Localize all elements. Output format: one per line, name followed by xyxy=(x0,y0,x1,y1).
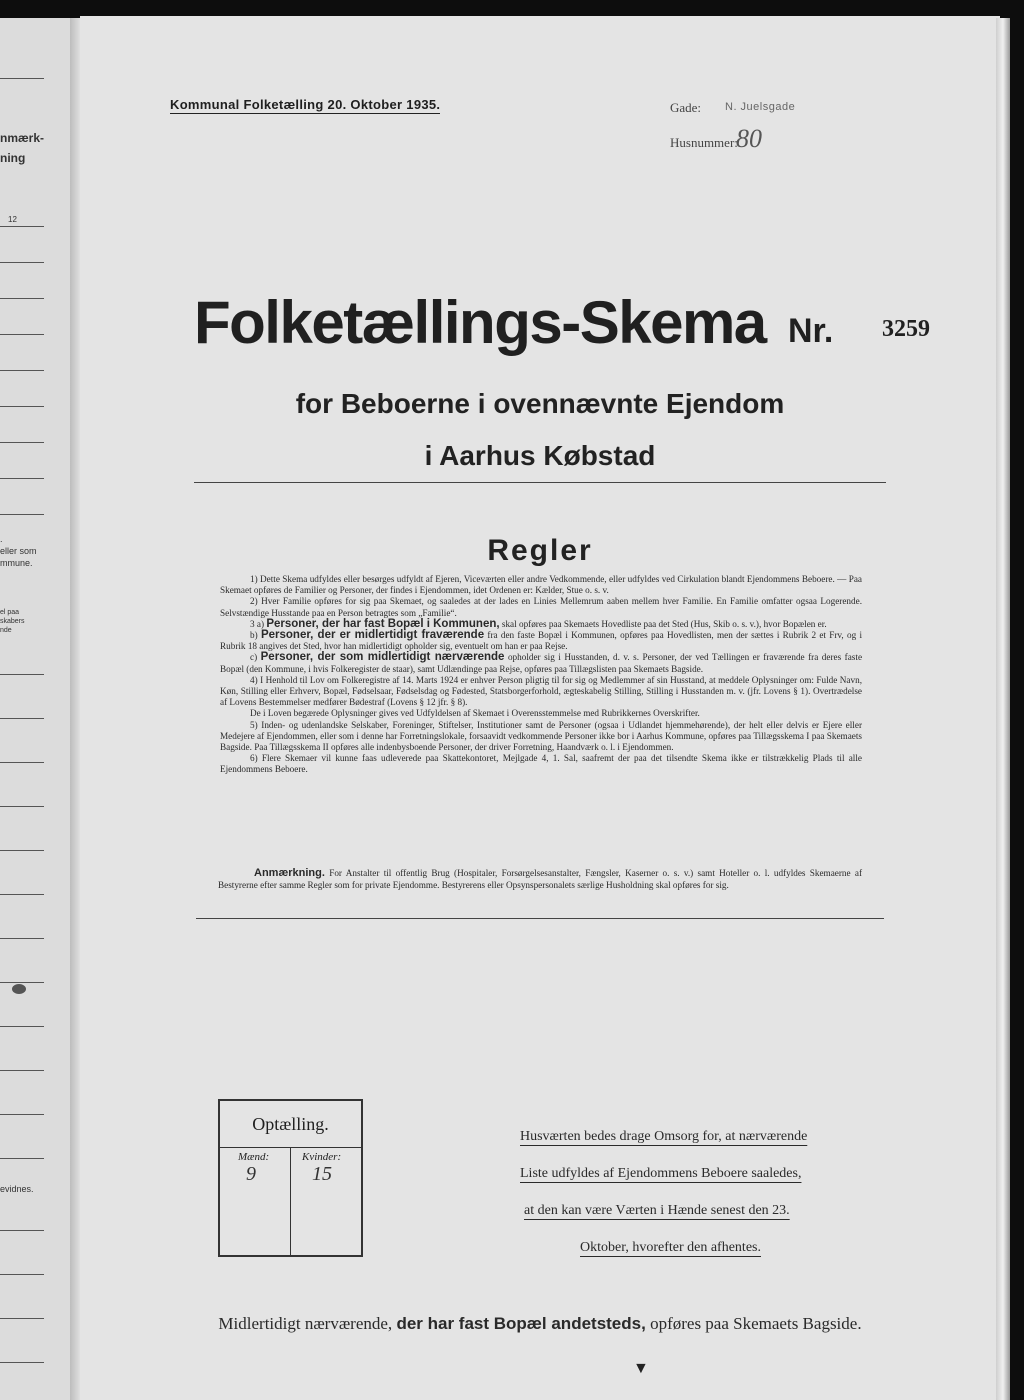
divider xyxy=(0,1070,44,1071)
rule-3b-text: fra den faste Bopæl i Kommunen, opføres paa Hovedlisten, men der sættes i Rubrik 2 et Frv, og i Rubrik 18 angives det Sted, hvor han midlertidigt opholder sig, eventuelt om han er paa Rejse. xyxy=(220,630,863,652)
divider xyxy=(0,674,44,675)
divider xyxy=(0,370,44,371)
rule-3b-heading: Personer, der er midlertidigt fraværende xyxy=(260,629,485,642)
rules-heading: Regler xyxy=(487,534,593,567)
rule-1: 1) Dette Skema udfyldes eller besørges udfyldt af Ejeren, Viceværten eller andre Vedkommende, eller udfyldes ved Cirkulation blandt Ejendommens Beboere. — Paa Skemaet opføres de Familier og Personer, der findes i Ejendommen, idet Ordenen er: Kælder, Stue o. s. v. xyxy=(220,574,862,596)
divider xyxy=(0,982,44,983)
rules-text xyxy=(220,574,862,776)
street-value: N. Juelsgade xyxy=(725,101,796,113)
census-form-page xyxy=(80,16,1000,1400)
rule-4b: De i Loven begærede Oplysninger gives ved Udfyldelsen af Skemaet i Overensstemmelse med Rubrikkernes Overskrifter. xyxy=(250,708,700,719)
divider xyxy=(0,442,44,443)
divider xyxy=(0,334,44,335)
count-title: Optælling. xyxy=(220,1101,361,1148)
house-number-value: 80 xyxy=(736,124,762,153)
left-fragment: nmærk- xyxy=(0,131,45,145)
divider xyxy=(0,406,44,407)
ink-stain xyxy=(12,984,26,994)
divider xyxy=(0,718,44,719)
left-fragment: nde xyxy=(0,627,12,634)
footer-bold: der har fast Bopæl andetsteds, xyxy=(396,1314,646,1333)
rule-3c-text: opholder sig i Husstanden, d. v. s. Personer, der ved Tællingen er fraværende fra deres faste Bopæl (den Kommune, i hvis Folkeregister de staar), samt Udlændinge paa Rejse, opføres paa Tillægslisten paa Skemaets Bagside. xyxy=(220,652,863,674)
rule-3a-text: skal opføres paa Skemaets Hovedliste paa det Sted (Hus, Skib o. s. v.), hvor Bopælen er. xyxy=(501,618,827,629)
page-edge xyxy=(996,18,1010,1400)
men-label: Mænd: xyxy=(238,1151,270,1163)
divider xyxy=(0,298,44,299)
left-fragment: skabers xyxy=(0,618,25,625)
notice-line: Oktober, hvorefter den afhentes. xyxy=(580,1240,761,1255)
footer-pre: Midlertidigt nærværende, xyxy=(218,1314,393,1333)
divider xyxy=(0,1026,44,1027)
rule-3c xyxy=(220,652,862,674)
divider xyxy=(0,850,44,851)
divider xyxy=(0,938,44,939)
notice-line: at den kan være Værten i Hænde senest den 23. xyxy=(524,1203,790,1218)
divider xyxy=(0,226,44,227)
divider xyxy=(0,478,44,479)
rule-3b xyxy=(220,630,862,652)
census-title-line: Kommunal Folketælling 20. Oktober 1935. xyxy=(170,97,441,112)
divider xyxy=(0,1274,44,1275)
rule-3a-number: 3 a) xyxy=(250,618,265,629)
rule-2: 2) Hver Familie opføres for sig paa Skemaet, og saaledes at der lades en Linies Mellemrum aaben mellem hver Familie. En Familie omfatter ogsaa Logerende. Selvstændige Husstande paa en Person betragtes som „Familie“. xyxy=(220,596,862,618)
left-fragment: ning xyxy=(0,151,26,165)
form-number: 3259 xyxy=(882,316,930,342)
notice-line: Husværten bedes drage Omsorg for, at nærværende xyxy=(520,1129,808,1144)
left-fragment: mmune. xyxy=(0,558,33,568)
divider xyxy=(0,78,44,79)
left-fragment: evidnes. xyxy=(0,1184,34,1194)
rule-3a-heading: Personer, der har fast Bopæl i Kommunen, xyxy=(266,617,500,630)
divider xyxy=(0,1158,44,1159)
divider xyxy=(0,894,44,895)
rule-3c-heading: Personer, der som midlertidigt nærværende xyxy=(260,651,505,664)
left-page-strip xyxy=(0,18,76,1400)
divider xyxy=(0,806,44,807)
men-count: 9 xyxy=(246,1163,256,1185)
remark-block xyxy=(218,868,862,891)
rule-6: 6) Flere Skemaer vil kunne faas udleverede paa Skattekontoret, Mejlgade 4, 1. Sal, saafremt der paa det tilsendte Skema ikke er tilstrækkelig Plads til alle Ejendommens Beboere. xyxy=(220,753,862,775)
ink-mark: ▼ xyxy=(633,1360,649,1377)
rule-5: 5) Inden- og udenlandske Selskaber, Foreninger, Stiftelser, Institutioner samt de Personer (ogsaa i Udlandet hjemmehørende), der helt eller delvis er Ejere eller Medejere af Ejendommen, eller som i denne har Forretningslokale, forsaavidt vedkommende Personer ikke bor i Aarhus Kommune, opføres paa Tillægsskema I paa Skemaets Bagside. Paa Tillægsskema II opføres alle indenbysboende Personer, der driver Forretning, Haandværk o. l. i Ejendommen. xyxy=(220,719,862,753)
left-fragment: 12 xyxy=(8,215,17,224)
left-fragment: el paa xyxy=(0,609,20,616)
landlord-notice xyxy=(520,1118,900,1266)
count-box xyxy=(218,1099,363,1257)
remark-text: For Anstalter til offentlig Brug (Hospitaler, Forsørgelsesanstalter, Fængsler, Kaserner o. s. v.) samt Hoteller o. l. udfyldes Skemaerne af Bestyrerne efter samme Regler som for private Ejendomme. Bestyrerens eller Opsynspersonalets særlige Husholdning skal opføres for sig. xyxy=(218,868,863,890)
left-fragment: . xyxy=(0,534,3,544)
notice-line: Liste udfyldes af Ejendommens Beboere saaledes, xyxy=(520,1166,802,1181)
remark-label: Anmærkning. xyxy=(254,867,325,879)
women-count: 15 xyxy=(312,1163,332,1185)
divider xyxy=(0,1230,44,1231)
divider xyxy=(0,1114,44,1115)
divider xyxy=(196,918,884,919)
footer-post: opføres paa Skemaets Bagside. xyxy=(650,1314,862,1333)
rule-4: 4) I Henhold til Lov om Folkeregistre af 14. Marts 1924 er enhver Person pligtig til for sig og Medlemmer af sin Husstand, at meddele Oplysninger om: Fulde Navn, Køn, Stilling eller Erhverv, Bopæl, Fødselsaar, Fødselsdag og Fødested, Statsborgerforhold, ægteskabelig Stilling, Stilling i Husstanden m. v. (jfr. Lovens § 1). Overtrædelse af Lovens Bestemmelser medfører Bødestraf (Lovens § 12 jfr. § 8). xyxy=(220,674,862,708)
women-label: Kvinder: xyxy=(302,1151,342,1163)
form-subtitle-2: i Aarhus Købstad xyxy=(424,440,656,471)
form-subtitle-1: for Beboerne i ovennævnte Ejendom xyxy=(295,388,785,419)
house-number-label: Husnummer: xyxy=(670,135,738,150)
rule-3b-number: b) xyxy=(250,630,258,641)
count-divider xyxy=(290,1147,291,1255)
footer-note xyxy=(80,1314,1000,1334)
left-fragment: eller som xyxy=(0,546,37,556)
divider xyxy=(0,762,44,763)
form-title: Folketællings-Skema xyxy=(194,289,766,356)
street-label: Gade: xyxy=(670,100,702,115)
divider xyxy=(0,1318,44,1319)
divider xyxy=(0,514,44,515)
divider xyxy=(0,262,44,263)
rule-3c-number: c) xyxy=(250,652,258,663)
divider xyxy=(0,1362,44,1363)
divider xyxy=(194,482,886,483)
form-nr-label: Nr. xyxy=(788,312,834,350)
